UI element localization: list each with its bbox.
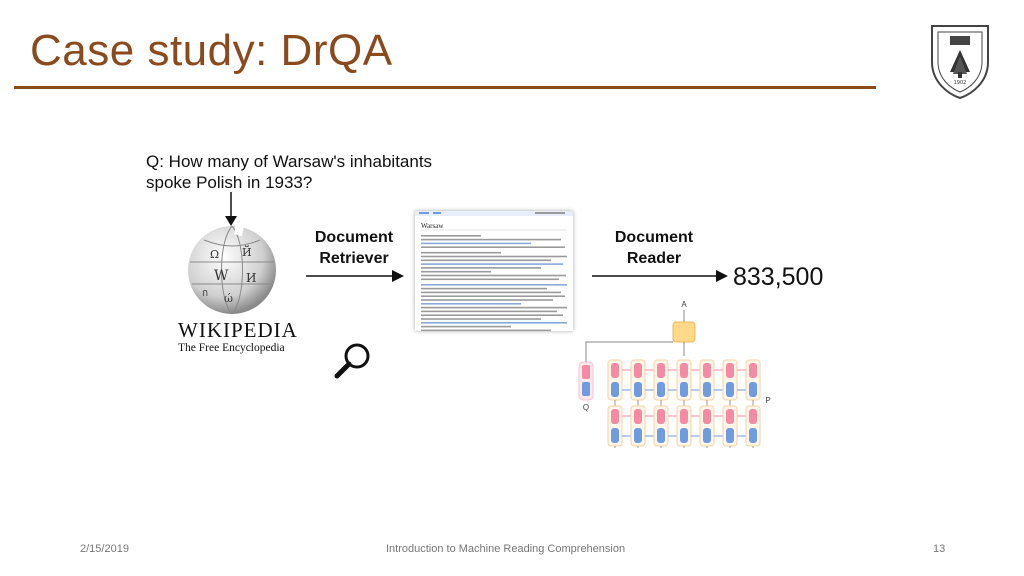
svg-text:Ω: Ω: [210, 248, 220, 261]
article-text-line: [421, 246, 565, 248]
backward-state: [726, 428, 734, 443]
wikipedia-globe-icon: [184, 222, 280, 316]
article-text-line: [421, 267, 541, 269]
forward-state: [611, 363, 619, 378]
university-logo: [928, 22, 992, 100]
backward-state: [726, 382, 734, 397]
label-p: P: [765, 396, 771, 405]
forward-state: [634, 363, 642, 378]
article-text-line: [421, 252, 501, 254]
forward-state: [726, 363, 734, 378]
label-q: Q: [582, 403, 590, 412]
backward-state: [611, 428, 619, 443]
svg-text:1902: 1902: [953, 80, 967, 86]
document-retriever-label: Document Retriever: [314, 229, 394, 267]
backward-state: [611, 382, 619, 397]
title-divider: [14, 86, 876, 89]
wikipedia-article-thumbnail: [415, 211, 573, 331]
forward-state: [680, 409, 688, 424]
article-text-line: [421, 326, 511, 328]
article-text-line: [421, 295, 565, 297]
article-text-line: [421, 288, 547, 290]
reader-network-diagram: [572, 296, 772, 448]
backward-state: [703, 382, 711, 397]
retriever-arrow: [306, 269, 406, 283]
article-text-line: [421, 311, 557, 313]
forward-state: [657, 409, 665, 424]
forward-state: [657, 363, 665, 378]
question-text: Q: How many of Warsaw's inhabitants spoke Polish in 1933?: [146, 152, 433, 192]
article-text-line: [421, 284, 567, 286]
backward-state: [680, 382, 688, 397]
forward-state: [703, 363, 711, 378]
article-text-line: [421, 318, 541, 320]
forward-state: [703, 409, 711, 424]
wikipedia-wordmark: WIKIPEDIA: [178, 318, 298, 342]
svg-text:ώ: ώ: [224, 292, 233, 305]
backward-state: [749, 382, 757, 397]
article-text-line: [421, 275, 566, 277]
article-text-line: [421, 256, 567, 258]
backward-state: [703, 428, 711, 443]
backward-state: [634, 428, 642, 443]
backward-state: [680, 428, 688, 443]
answer-text: 833,500: [733, 263, 824, 291]
forward-state: [611, 409, 619, 424]
svg-text:И: И: [246, 271, 257, 285]
forward-state: [726, 409, 734, 424]
svg-text:ก: ก: [202, 288, 209, 299]
forward-state: [680, 363, 688, 378]
article-text-line: [421, 292, 561, 294]
magnifier-icon: [333, 340, 373, 380]
article-text-line: [421, 260, 551, 262]
article-text-line: [421, 299, 553, 301]
article-text-line: [421, 279, 559, 281]
backward-state: [657, 382, 665, 397]
document-reader-label: Document Reader: [614, 229, 694, 267]
article-text-line: [421, 271, 491, 273]
output-box: [673, 322, 695, 342]
article-text-line: [421, 307, 567, 309]
article-text-line: [421, 314, 563, 316]
article-text-line: [421, 239, 561, 241]
article-text-line: [421, 235, 481, 237]
article-text-line: [421, 243, 531, 245]
footer-course-title: Introduction to Machine Reading Comprehension: [386, 543, 626, 555]
backward-state: [634, 382, 642, 397]
article-text-line: [421, 330, 551, 331]
forward-state: [634, 409, 642, 424]
article-text-line: [421, 322, 567, 324]
wikipedia-tagline: The Free Encyclopedia: [178, 342, 285, 354]
slide-title: Case study: DrQA: [30, 26, 393, 75]
svg-text:W: W: [214, 268, 229, 284]
backward-state: [749, 428, 757, 443]
forward-state: [749, 363, 757, 378]
label-a: A: [681, 300, 687, 309]
article-text-line: [421, 303, 521, 305]
footer-page-number: 13: [933, 543, 946, 555]
svg-text:Й: Й: [242, 246, 252, 259]
article-title: Warsaw: [421, 222, 444, 230]
forward-state: [749, 409, 757, 424]
article-text-line: [421, 263, 563, 265]
backward-state: [657, 428, 665, 443]
reader-arrow: [592, 269, 732, 283]
footer-date: 2/15/2019: [80, 543, 129, 555]
